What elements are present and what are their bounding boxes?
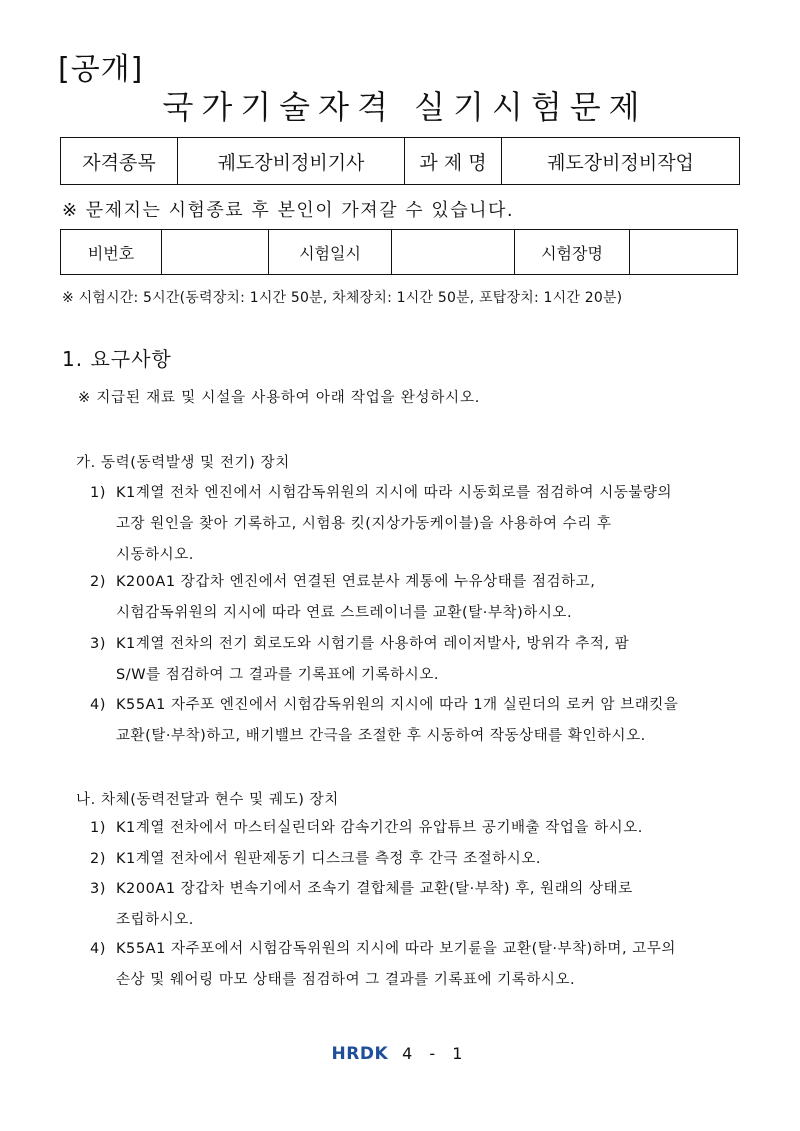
list-item — [90, 629, 760, 691]
section-title: 1. 요구사항 — [62, 347, 172, 371]
hrdk-logo: HRDK — [331, 1044, 389, 1064]
exam-date-value — [392, 230, 515, 275]
list-item — [90, 567, 760, 629]
item-text: S/W를 점검하여 그 결과를 기록표에 기록하시오. — [116, 667, 440, 683]
item-text: 시험감독위원의 지시에 따라 연료 스트레이너를 교환(탈·부착)하시오. — [116, 605, 573, 621]
item-text: K55A1 자주포에서 시험감독위원의 지시에 따라 보기륜을 교환(탈·부착)하며, 고무의 — [116, 941, 676, 957]
item-number: 3) — [90, 881, 106, 897]
section-intro: ※ 지급된 재료 및 시설을 사용하여 아래 작업을 완성하시오. — [78, 390, 481, 406]
qualification-label: 자격종목 — [61, 138, 178, 185]
item-number: 4) — [90, 941, 106, 957]
item-text: K1계열 전차의 전기 회로도와 시험기를 사용하여 레이저발사, 방위각 추적, 팜 — [116, 636, 630, 652]
task-name-label: 과 제 명 — [405, 138, 502, 185]
notice-text: ※ 문제지는 시험종료 후 본인이 가져갈 수 있습니다. — [62, 200, 515, 221]
exam-time-note: ※ 시험시간: 5시간(동력장치: 1시간 50분, 차체장치: 1시간 50분, 포탑장치: 1시간 20분) — [62, 290, 623, 306]
item-text: 조립하시오. — [116, 912, 194, 928]
list-item — [90, 690, 760, 752]
seat-number-label: 비번호 — [61, 230, 162, 275]
item-text: K55A1 자주포 엔진에서 시험감독위원의 지시에 따라 1개 실린더의 로커 암 브래킷을 — [116, 697, 679, 713]
exam-info-table — [60, 229, 738, 275]
list-item — [90, 478, 760, 571]
qualification-table — [60, 137, 740, 185]
subsection-b-title: 나. 차체(동력전달과 현수 및 궤도) 장치 — [76, 792, 339, 808]
item-text: K1계열 전차 엔진에서 시험감독위원의 지시에 따라 시동회로를 점검하여 시동불량의 — [116, 485, 673, 501]
list-item — [90, 874, 760, 936]
item-number: 2) — [90, 851, 106, 867]
item-number: 1) — [90, 485, 106, 501]
list-item — [90, 813, 760, 844]
item-number: 3) — [90, 636, 106, 652]
item-number: 2) — [90, 574, 106, 590]
page-number: 4 - 1 — [402, 1044, 469, 1063]
exam-site-label: 시험장명 — [515, 230, 630, 275]
public-tag: [공개] — [58, 52, 144, 87]
page-footer — [0, 1044, 800, 1064]
task-name-value: 궤도장비정비작업 — [502, 138, 740, 185]
item-text: K200A1 장갑차 엔진에서 연결된 연료분사 계통에 누유상태를 점검하고, — [116, 574, 596, 590]
exam-site-value — [630, 230, 738, 275]
document-title: 국가기술자격 실기시험문제 — [162, 88, 648, 126]
subsection-a-title: 가. 동력(동력발생 및 전기) 장치 — [76, 455, 290, 471]
item-text: K1계열 전차에서 원판제동기 디스크를 측정 후 간극 조절하시오. — [116, 851, 542, 867]
qualification-value: 궤도장비정비기사 — [178, 138, 405, 185]
item-number: 1) — [90, 820, 106, 836]
item-text: K1계열 전차에서 마스터실린더와 감속기간의 유압튜브 공기배출 작업을 하시오. — [116, 820, 643, 836]
item-text: K200A1 장갑차 변속기에서 조속기 결합체를 교환(탈·부착) 후, 원래의 상태로 — [116, 881, 633, 897]
list-item — [90, 934, 760, 996]
exam-date-label: 시험일시 — [269, 230, 392, 275]
item-text: 손상 및 웨어링 마모 상태를 점검하여 그 결과를 기록표에 기록하시오. — [116, 972, 576, 988]
item-text: 시동하시오. — [116, 547, 194, 563]
item-text: 교환(탈·부착)하고, 배기밸브 간극을 조절한 후 시동하여 작동상태를 확인하시오. — [116, 728, 646, 744]
list-item — [90, 844, 760, 875]
seat-number-value — [162, 230, 269, 275]
item-number: 4) — [90, 697, 106, 713]
item-text: 고장 원인을 찾아 기록하고, 시험용 킷(지상가동케이블)을 사용하여 수리 후 — [116, 516, 612, 532]
